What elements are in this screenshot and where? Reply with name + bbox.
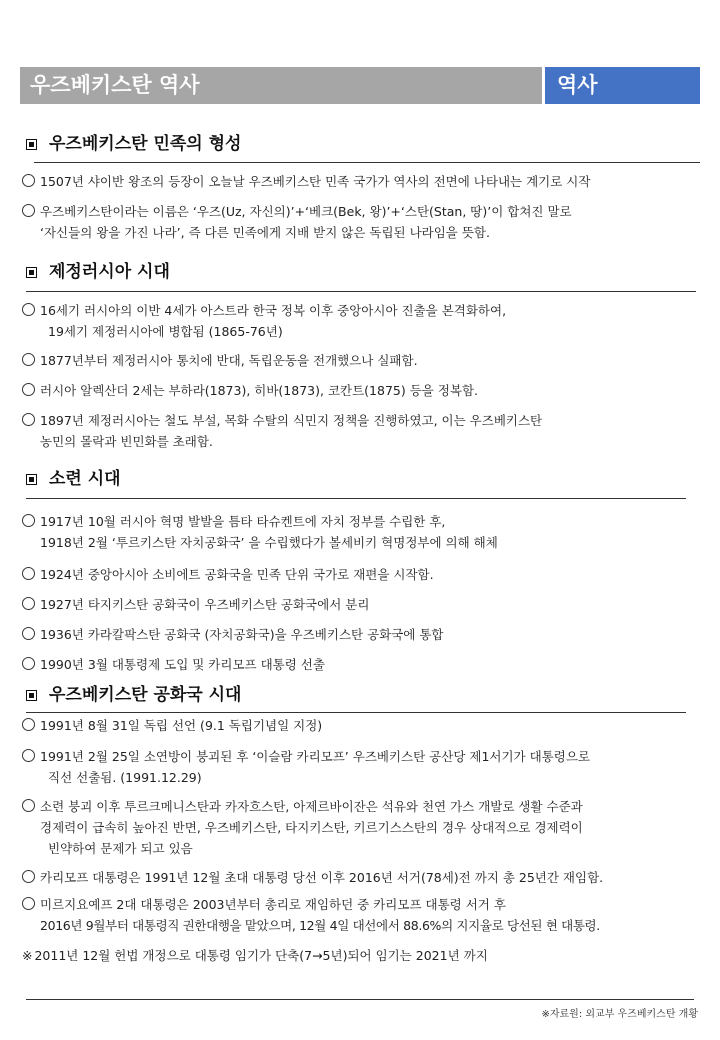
- circle-bullet-icon: [22, 204, 35, 217]
- item-text: 1927년 타지키스탄 공화국이 우즈베키스탄 공화국에서 분리: [40, 597, 370, 612]
- list-item: [22, 201, 712, 243]
- footer-divider: [26, 999, 694, 1000]
- page-header: [20, 67, 700, 104]
- category-tag: 역사: [545, 67, 700, 104]
- item-text: 1991년 8월 31일 독립 선언 (9.1 독립기념일 지정): [40, 718, 323, 733]
- item-text: 1924년 중앙아시아 소비에트 공화국을 민족 단위 국가로 재편을 시작함.: [40, 567, 434, 582]
- item-text: 미르지요예프 2대 대통령은 2003년부터 총리로 재임하던 중 카리모프 대통령 서거 후: [40, 897, 506, 912]
- footnote-text: 2011년 12월 헌법 개정으로 대통령 임기가 단축(7→5년)되어 임기는 2021년 까지: [34, 948, 488, 963]
- section-divider: [26, 712, 686, 713]
- list-item: [22, 654, 712, 675]
- list-item: [22, 410, 712, 452]
- circle-bullet-icon: [22, 413, 35, 426]
- square-bullet-icon: [26, 267, 37, 278]
- reference-mark: ※: [22, 948, 33, 963]
- list-item: [22, 171, 712, 192]
- item-text: 1936년 카라칼팍스탄 공화국 (자치공화국)을 우즈베키스탄 공화국에 통합: [40, 627, 444, 642]
- list-item: [22, 894, 712, 936]
- circle-bullet-icon: [22, 749, 35, 762]
- item-text-continued: 농민의 몰락과 빈민화를 초래함.: [40, 434, 213, 449]
- section-title-tsarist-russia: [26, 261, 170, 283]
- list-item: [22, 867, 712, 888]
- section-title-ethnic-formation: [26, 133, 241, 155]
- circle-bullet-icon: [22, 657, 35, 670]
- section-divider: [26, 291, 696, 292]
- item-text: 1877년부터 제정러시아 통치에 반대, 독립운동을 전개했으나 실패함.: [40, 353, 418, 368]
- section-title-text: 우즈베키스탄 민족의 형성: [49, 134, 242, 154]
- square-bullet-icon: [26, 690, 37, 701]
- list-item: [22, 380, 712, 401]
- list-item: [22, 715, 712, 736]
- circle-bullet-icon: [22, 353, 35, 366]
- list-item: [22, 594, 712, 615]
- item-text-continued: 19세기 제정러시아에 병합됨 (1865-76년): [48, 324, 283, 339]
- list-item: [22, 746, 712, 788]
- page-title: 우즈베키스탄 역사: [20, 67, 542, 104]
- section-divider: [34, 162, 700, 163]
- item-text: 소련 붕괴 이후 투르크메니스탄과 카자흐스탄, 아제르바이잔은 석유와 천연 가스 개발로 생활 수준과: [40, 799, 583, 814]
- list-item: [22, 511, 712, 553]
- item-text: 우즈베키스탄이라는 이름은 ‘우즈(Uz, 자신의)’+‘베크(Bek, 왕)’+‘스탄(Stan, 땅)’이 합쳐진 말로: [40, 204, 572, 219]
- item-text-continued: 1918년 2월 ‘투르키스탄 자치공화국’ 을 수립했다가 볼세비키 혁명정부에 의해 해체: [40, 535, 498, 550]
- item-text-continued: 빈약하여 문제가 되고 있음: [48, 841, 193, 856]
- circle-bullet-icon: [22, 627, 35, 640]
- circle-bullet-icon: [22, 718, 35, 731]
- item-text: 16세기 러시아의 이반 4세가 아스트라 한국 정복 이후 중앙아시아 진출을 본격화하여,: [40, 303, 507, 318]
- source-citation: ※자료원: 외교부 우즈베키스탄 개황: [541, 1009, 698, 1020]
- section-divider: [26, 498, 686, 499]
- circle-bullet-icon: [22, 799, 35, 812]
- item-text: 1917년 10월 러시아 혁명 발발을 틈타 타슈켄트에 자치 정부를 수립한 후,: [40, 514, 446, 529]
- section-title-text: 소련 시대: [49, 469, 121, 489]
- list-item: [22, 796, 712, 859]
- section-title-text: 우즈베키스탄 공화국 시대: [49, 685, 242, 705]
- list-item: [22, 564, 712, 585]
- item-text: 1990년 3월 대통령제 도입 및 카리모프 대통령 선출: [40, 657, 325, 672]
- list-item: [22, 624, 712, 645]
- item-text-continued: 경제력이 급속히 높아진 반면, 우즈베키스탄, 타지키스탄, 키르기스스탄의 경우 상대적으로 경제력이: [40, 820, 583, 835]
- circle-bullet-icon: [22, 597, 35, 610]
- footnote: [22, 945, 712, 966]
- list-item: [22, 300, 712, 342]
- item-text-continued: ‘자신들의 왕을 가진 나라’, 즉 다른 민족에게 지배 받지 않은 독립된 나라임을 뜻함.: [40, 225, 490, 240]
- list-item: [22, 350, 712, 371]
- item-text: 1897년 제정러시아는 철도 부설, 목화 수탈의 식민지 정책을 진행하였고, 이는 우즈베키스탄: [40, 413, 543, 428]
- circle-bullet-icon: [22, 567, 35, 580]
- circle-bullet-icon: [22, 514, 35, 527]
- item-text: 카리모프 대통령은 1991년 12월 초대 대통령 당선 이후 2016년 서거(78세)전 까지 총 25년간 재임함.: [40, 870, 604, 885]
- item-text: 1507년 샤이반 왕조의 등장이 오늘날 우즈베키스탄 민족 국가가 역사의 전면에 나타내는 계기로 시작: [40, 174, 591, 189]
- circle-bullet-icon: [22, 303, 35, 316]
- square-bullet-icon: [26, 139, 37, 150]
- circle-bullet-icon: [22, 174, 35, 187]
- item-text-continued: 직선 선출됨. (1991.12.29): [48, 770, 202, 785]
- section-title-soviet-era: [26, 468, 121, 490]
- circle-bullet-icon: [22, 897, 35, 910]
- item-text: 1991년 2월 25일 소연방이 붕괴된 후 ‘이슬람 카리모프’ 우즈베키스탄 공산당 제1서기가 대통령으로: [40, 749, 590, 764]
- square-bullet-icon: [26, 474, 37, 485]
- section-title-text: 제정러시아 시대: [49, 262, 170, 282]
- item-text: 러시아 알렉산더 2세는 부하라(1873), 히바(1873), 코칸트(1875) 등을 정복함.: [40, 383, 479, 398]
- item-text-continued: 2016년 9월부터 대통령직 권한대행을 맡았으며, 12월 4일 대선에서 88.6%의 지지율로 당선된 현 대통령.: [40, 918, 600, 933]
- section-title-republic-era: [26, 684, 241, 706]
- circle-bullet-icon: [22, 870, 35, 883]
- circle-bullet-icon: [22, 383, 35, 396]
